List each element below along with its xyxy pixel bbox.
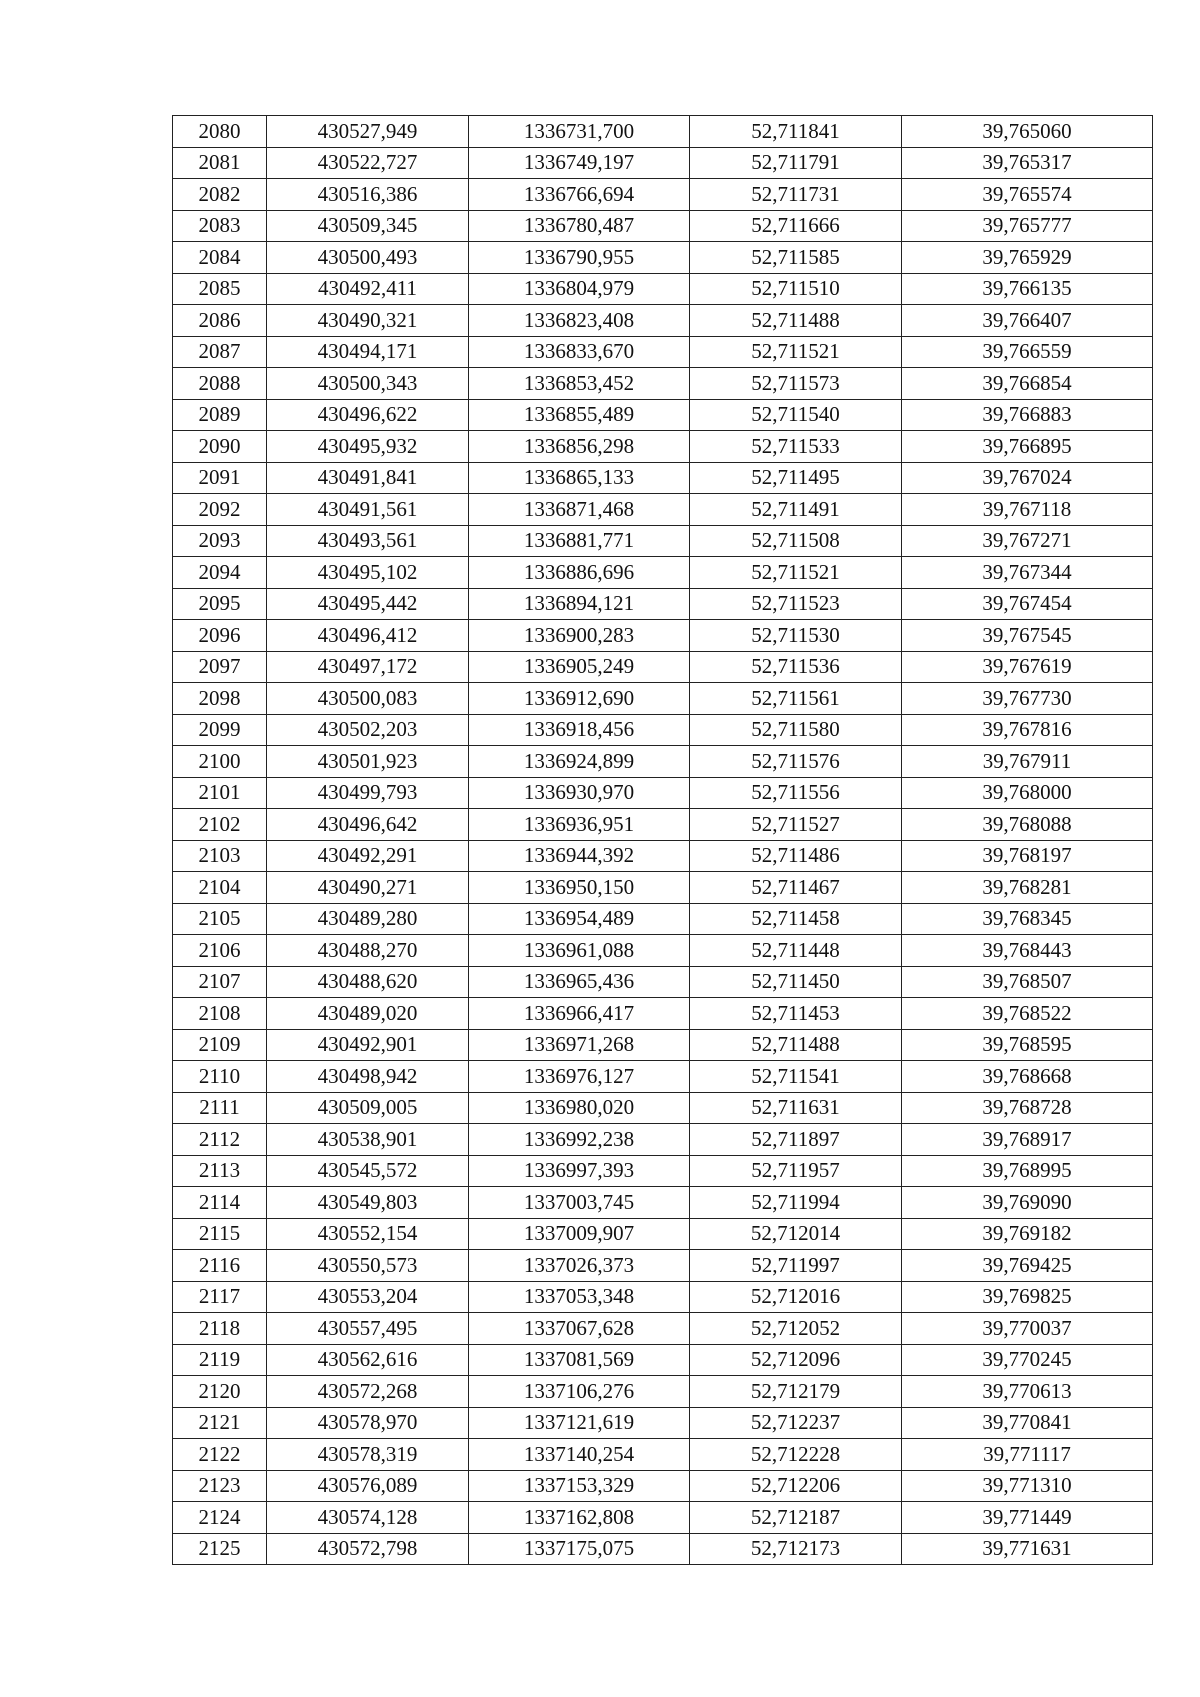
- table-row: [173, 1313, 1153, 1345]
- x-coordinate-cell: 430490,321: [267, 305, 469, 337]
- latitude-cell: 52,711486: [690, 840, 902, 872]
- point-number-cell: 2119: [173, 1344, 267, 1376]
- point-number-cell: 2096: [173, 620, 267, 652]
- latitude-cell: 52,712016: [690, 1281, 902, 1313]
- longitude-cell: 39,768728: [902, 1092, 1153, 1124]
- x-coordinate-cell: 430494,171: [267, 336, 469, 368]
- x-coordinate-cell: 430498,942: [267, 1061, 469, 1093]
- latitude-cell: 52,711448: [690, 935, 902, 967]
- longitude-cell: 39,768522: [902, 998, 1153, 1030]
- y-coordinate-cell: 1336833,670: [469, 336, 690, 368]
- latitude-cell: 52,712237: [690, 1407, 902, 1439]
- coordinates-table-body: [173, 116, 1153, 1565]
- point-number-cell: 2111: [173, 1092, 267, 1124]
- longitude-cell: 39,766854: [902, 368, 1153, 400]
- table-row: [173, 462, 1153, 494]
- latitude-cell: 52,711994: [690, 1187, 902, 1219]
- longitude-cell: 39,768345: [902, 903, 1153, 935]
- longitude-cell: 39,765060: [902, 116, 1153, 148]
- y-coordinate-cell: 1336971,268: [469, 1029, 690, 1061]
- longitude-cell: 39,771310: [902, 1470, 1153, 1502]
- x-coordinate-cell: 430500,343: [267, 368, 469, 400]
- y-coordinate-cell: 1337053,348: [469, 1281, 690, 1313]
- table-row: [173, 557, 1153, 589]
- y-coordinate-cell: 1337162,808: [469, 1502, 690, 1534]
- point-number-cell: 2099: [173, 714, 267, 746]
- x-coordinate-cell: 430557,495: [267, 1313, 469, 1345]
- x-coordinate-cell: 430492,411: [267, 273, 469, 305]
- longitude-cell: 39,770245: [902, 1344, 1153, 1376]
- latitude-cell: 52,711458: [690, 903, 902, 935]
- x-coordinate-cell: 430574,128: [267, 1502, 469, 1534]
- longitude-cell: 39,769825: [902, 1281, 1153, 1313]
- longitude-cell: 39,768595: [902, 1029, 1153, 1061]
- table-row: [173, 336, 1153, 368]
- latitude-cell: 52,711453: [690, 998, 902, 1030]
- y-coordinate-cell: 1336856,298: [469, 431, 690, 463]
- table-row: [173, 714, 1153, 746]
- point-number-cell: 2112: [173, 1124, 267, 1156]
- point-number-cell: 2080: [173, 116, 267, 148]
- y-coordinate-cell: 1336950,150: [469, 872, 690, 904]
- x-coordinate-cell: 430538,901: [267, 1124, 469, 1156]
- longitude-cell: 39,765929: [902, 242, 1153, 274]
- table-row: [173, 116, 1153, 148]
- y-coordinate-cell: 1336881,771: [469, 525, 690, 557]
- latitude-cell: 52,711997: [690, 1250, 902, 1282]
- latitude-cell: 52,712187: [690, 1502, 902, 1534]
- table-row: [173, 210, 1153, 242]
- table-row: [173, 179, 1153, 211]
- table-row: [173, 305, 1153, 337]
- x-coordinate-cell: 430509,345: [267, 210, 469, 242]
- latitude-cell: 52,711580: [690, 714, 902, 746]
- table-row: [173, 1124, 1153, 1156]
- table-row: [173, 368, 1153, 400]
- x-coordinate-cell: 430552,154: [267, 1218, 469, 1250]
- point-number-cell: 2103: [173, 840, 267, 872]
- point-number-cell: 2107: [173, 966, 267, 998]
- x-coordinate-cell: 430516,386: [267, 179, 469, 211]
- y-coordinate-cell: 1336936,951: [469, 809, 690, 841]
- point-number-cell: 2091: [173, 462, 267, 494]
- table-row: [173, 1376, 1153, 1408]
- y-coordinate-cell: 1336966,417: [469, 998, 690, 1030]
- x-coordinate-cell: 430493,561: [267, 525, 469, 557]
- point-number-cell: 2104: [173, 872, 267, 904]
- latitude-cell: 52,711523: [690, 588, 902, 620]
- x-coordinate-cell: 430496,412: [267, 620, 469, 652]
- latitude-cell: 52,712052: [690, 1313, 902, 1345]
- y-coordinate-cell: 1336954,489: [469, 903, 690, 935]
- y-coordinate-cell: 1336823,408: [469, 305, 690, 337]
- x-coordinate-cell: 430500,493: [267, 242, 469, 274]
- longitude-cell: 39,771631: [902, 1533, 1153, 1565]
- y-coordinate-cell: 1336944,392: [469, 840, 690, 872]
- y-coordinate-cell: 1337003,745: [469, 1187, 690, 1219]
- y-coordinate-cell: 1336749,197: [469, 147, 690, 179]
- longitude-cell: 39,771449: [902, 1502, 1153, 1534]
- longitude-cell: 39,765574: [902, 179, 1153, 211]
- y-coordinate-cell: 1336731,700: [469, 116, 690, 148]
- y-coordinate-cell: 1337153,329: [469, 1470, 690, 1502]
- longitude-cell: 39,766407: [902, 305, 1153, 337]
- latitude-cell: 52,711957: [690, 1155, 902, 1187]
- y-coordinate-cell: 1336912,690: [469, 683, 690, 715]
- longitude-cell: 39,771117: [902, 1439, 1153, 1471]
- longitude-cell: 39,768443: [902, 935, 1153, 967]
- x-coordinate-cell: 430496,622: [267, 399, 469, 431]
- x-coordinate-cell: 430491,841: [267, 462, 469, 494]
- latitude-cell: 52,711556: [690, 777, 902, 809]
- longitude-cell: 39,767344: [902, 557, 1153, 589]
- point-number-cell: 2120: [173, 1376, 267, 1408]
- y-coordinate-cell: 1336886,696: [469, 557, 690, 589]
- x-coordinate-cell: 430578,970: [267, 1407, 469, 1439]
- table-row: [173, 1502, 1153, 1534]
- y-coordinate-cell: 1337081,569: [469, 1344, 690, 1376]
- y-coordinate-cell: 1336980,020: [469, 1092, 690, 1124]
- table-row: [173, 1533, 1153, 1565]
- point-number-cell: 2124: [173, 1502, 267, 1534]
- x-coordinate-cell: 430496,642: [267, 809, 469, 841]
- longitude-cell: 39,767454: [902, 588, 1153, 620]
- y-coordinate-cell: 1336871,468: [469, 494, 690, 526]
- x-coordinate-cell: 430495,102: [267, 557, 469, 589]
- point-number-cell: 2085: [173, 273, 267, 305]
- y-coordinate-cell: 1337175,075: [469, 1533, 690, 1565]
- x-coordinate-cell: 430550,573: [267, 1250, 469, 1282]
- latitude-cell: 52,712228: [690, 1439, 902, 1471]
- longitude-cell: 39,768088: [902, 809, 1153, 841]
- point-number-cell: 2092: [173, 494, 267, 526]
- point-number-cell: 2106: [173, 935, 267, 967]
- x-coordinate-cell: 430488,620: [267, 966, 469, 998]
- latitude-cell: 52,711585: [690, 242, 902, 274]
- latitude-cell: 52,712179: [690, 1376, 902, 1408]
- point-number-cell: 2095: [173, 588, 267, 620]
- point-number-cell: 2125: [173, 1533, 267, 1565]
- point-number-cell: 2087: [173, 336, 267, 368]
- y-coordinate-cell: 1337121,619: [469, 1407, 690, 1439]
- longitude-cell: 39,765777: [902, 210, 1153, 242]
- x-coordinate-cell: 430572,268: [267, 1376, 469, 1408]
- x-coordinate-cell: 430490,271: [267, 872, 469, 904]
- longitude-cell: 39,767911: [902, 746, 1153, 778]
- y-coordinate-cell: 1336855,489: [469, 399, 690, 431]
- point-number-cell: 2105: [173, 903, 267, 935]
- table-row: [173, 1218, 1153, 1250]
- latitude-cell: 52,711541: [690, 1061, 902, 1093]
- longitude-cell: 39,770841: [902, 1407, 1153, 1439]
- point-number-cell: 2093: [173, 525, 267, 557]
- y-coordinate-cell: 1336865,133: [469, 462, 690, 494]
- latitude-cell: 52,712173: [690, 1533, 902, 1565]
- table-row: [173, 242, 1153, 274]
- point-number-cell: 2110: [173, 1061, 267, 1093]
- latitude-cell: 52,711540: [690, 399, 902, 431]
- x-coordinate-cell: 430492,901: [267, 1029, 469, 1061]
- longitude-cell: 39,770613: [902, 1376, 1153, 1408]
- table-row: [173, 525, 1153, 557]
- y-coordinate-cell: 1337009,907: [469, 1218, 690, 1250]
- y-coordinate-cell: 1336924,899: [469, 746, 690, 778]
- x-coordinate-cell: 430509,005: [267, 1092, 469, 1124]
- table-row: [173, 1092, 1153, 1124]
- y-coordinate-cell: 1336976,127: [469, 1061, 690, 1093]
- table-row: [173, 1029, 1153, 1061]
- latitude-cell: 52,711467: [690, 872, 902, 904]
- longitude-cell: 39,768197: [902, 840, 1153, 872]
- latitude-cell: 52,711536: [690, 651, 902, 683]
- longitude-cell: 39,766895: [902, 431, 1153, 463]
- y-coordinate-cell: 1336766,694: [469, 179, 690, 211]
- table-row: [173, 809, 1153, 841]
- point-number-cell: 2088: [173, 368, 267, 400]
- table-row: [173, 966, 1153, 998]
- longitude-cell: 39,768000: [902, 777, 1153, 809]
- y-coordinate-cell: 1336905,249: [469, 651, 690, 683]
- latitude-cell: 52,711533: [690, 431, 902, 463]
- longitude-cell: 39,768668: [902, 1061, 1153, 1093]
- y-coordinate-cell: 1336918,456: [469, 714, 690, 746]
- latitude-cell: 52,711666: [690, 210, 902, 242]
- longitude-cell: 39,768995: [902, 1155, 1153, 1187]
- point-number-cell: 2118: [173, 1313, 267, 1345]
- x-coordinate-cell: 430488,270: [267, 935, 469, 967]
- latitude-cell: 52,712096: [690, 1344, 902, 1376]
- latitude-cell: 52,711491: [690, 494, 902, 526]
- latitude-cell: 52,711488: [690, 305, 902, 337]
- latitude-cell: 52,711731: [690, 179, 902, 211]
- point-number-cell: 2116: [173, 1250, 267, 1282]
- x-coordinate-cell: 430527,949: [267, 116, 469, 148]
- longitude-cell: 39,769090: [902, 1187, 1153, 1219]
- latitude-cell: 52,711495: [690, 462, 902, 494]
- table-row: [173, 147, 1153, 179]
- x-coordinate-cell: 430495,442: [267, 588, 469, 620]
- y-coordinate-cell: 1336997,393: [469, 1155, 690, 1187]
- longitude-cell: 39,766135: [902, 273, 1153, 305]
- latitude-cell: 52,711573: [690, 368, 902, 400]
- table-row: [173, 399, 1153, 431]
- table-row: [173, 746, 1153, 778]
- x-coordinate-cell: 430522,727: [267, 147, 469, 179]
- y-coordinate-cell: 1336965,436: [469, 966, 690, 998]
- y-coordinate-cell: 1336961,088: [469, 935, 690, 967]
- x-coordinate-cell: 430501,923: [267, 746, 469, 778]
- table-row: [173, 935, 1153, 967]
- y-coordinate-cell: 1336894,121: [469, 588, 690, 620]
- table-row: [173, 1187, 1153, 1219]
- longitude-cell: 39,770037: [902, 1313, 1153, 1345]
- point-number-cell: 2084: [173, 242, 267, 274]
- point-number-cell: 2113: [173, 1155, 267, 1187]
- latitude-cell: 52,711488: [690, 1029, 902, 1061]
- x-coordinate-cell: 430489,280: [267, 903, 469, 935]
- x-coordinate-cell: 430495,932: [267, 431, 469, 463]
- table-row: [173, 1344, 1153, 1376]
- latitude-cell: 52,712206: [690, 1470, 902, 1502]
- longitude-cell: 39,767118: [902, 494, 1153, 526]
- table-row: [173, 1155, 1153, 1187]
- point-number-cell: 2086: [173, 305, 267, 337]
- table-row: [173, 1061, 1153, 1093]
- longitude-cell: 39,768917: [902, 1124, 1153, 1156]
- y-coordinate-cell: 1336900,283: [469, 620, 690, 652]
- x-coordinate-cell: 430562,616: [267, 1344, 469, 1376]
- point-number-cell: 2122: [173, 1439, 267, 1471]
- table-row: [173, 651, 1153, 683]
- point-number-cell: 2083: [173, 210, 267, 242]
- latitude-cell: 52,711791: [690, 147, 902, 179]
- table-row: [173, 1470, 1153, 1502]
- x-coordinate-cell: 430500,083: [267, 683, 469, 715]
- longitude-cell: 39,767619: [902, 651, 1153, 683]
- y-coordinate-cell: 1336780,487: [469, 210, 690, 242]
- longitude-cell: 39,767024: [902, 462, 1153, 494]
- point-number-cell: 2102: [173, 809, 267, 841]
- y-coordinate-cell: 1336790,955: [469, 242, 690, 274]
- x-coordinate-cell: 430492,291: [267, 840, 469, 872]
- point-number-cell: 2097: [173, 651, 267, 683]
- y-coordinate-cell: 1337067,628: [469, 1313, 690, 1345]
- coordinates-table: [172, 115, 1153, 1565]
- point-number-cell: 2115: [173, 1218, 267, 1250]
- longitude-cell: 39,767730: [902, 683, 1153, 715]
- longitude-cell: 39,768281: [902, 872, 1153, 904]
- point-number-cell: 2098: [173, 683, 267, 715]
- x-coordinate-cell: 430549,803: [267, 1187, 469, 1219]
- table-row: [173, 683, 1153, 715]
- y-coordinate-cell: 1337026,373: [469, 1250, 690, 1282]
- latitude-cell: 52,711527: [690, 809, 902, 841]
- table-row: [173, 840, 1153, 872]
- longitude-cell: 39,769182: [902, 1218, 1153, 1250]
- point-number-cell: 2081: [173, 147, 267, 179]
- table-row: [173, 588, 1153, 620]
- point-number-cell: 2100: [173, 746, 267, 778]
- latitude-cell: 52,711530: [690, 620, 902, 652]
- latitude-cell: 52,711521: [690, 336, 902, 368]
- x-coordinate-cell: 430553,204: [267, 1281, 469, 1313]
- point-number-cell: 2117: [173, 1281, 267, 1313]
- x-coordinate-cell: 430489,020: [267, 998, 469, 1030]
- latitude-cell: 52,711631: [690, 1092, 902, 1124]
- x-coordinate-cell: 430578,319: [267, 1439, 469, 1471]
- table-row: [173, 620, 1153, 652]
- latitude-cell: 52,712014: [690, 1218, 902, 1250]
- longitude-cell: 39,767271: [902, 525, 1153, 557]
- table-row: [173, 998, 1153, 1030]
- x-coordinate-cell: 430545,572: [267, 1155, 469, 1187]
- point-number-cell: 2089: [173, 399, 267, 431]
- longitude-cell: 39,767545: [902, 620, 1153, 652]
- table-row: [173, 494, 1153, 526]
- point-number-cell: 2094: [173, 557, 267, 589]
- latitude-cell: 52,711521: [690, 557, 902, 589]
- latitude-cell: 52,711561: [690, 683, 902, 715]
- y-coordinate-cell: 1336804,979: [469, 273, 690, 305]
- latitude-cell: 52,711510: [690, 273, 902, 305]
- point-number-cell: 2090: [173, 431, 267, 463]
- point-number-cell: 2109: [173, 1029, 267, 1061]
- longitude-cell: 39,768507: [902, 966, 1153, 998]
- latitude-cell: 52,711576: [690, 746, 902, 778]
- x-coordinate-cell: 430576,089: [267, 1470, 469, 1502]
- latitude-cell: 52,711897: [690, 1124, 902, 1156]
- point-number-cell: 2123: [173, 1470, 267, 1502]
- x-coordinate-cell: 430502,203: [267, 714, 469, 746]
- x-coordinate-cell: 430491,561: [267, 494, 469, 526]
- table-row: [173, 903, 1153, 935]
- y-coordinate-cell: 1336930,970: [469, 777, 690, 809]
- longitude-cell: 39,766559: [902, 336, 1153, 368]
- point-number-cell: 2121: [173, 1407, 267, 1439]
- table-row: [173, 777, 1153, 809]
- x-coordinate-cell: 430572,798: [267, 1533, 469, 1565]
- table-row: [173, 872, 1153, 904]
- x-coordinate-cell: 430497,172: [267, 651, 469, 683]
- point-number-cell: 2101: [173, 777, 267, 809]
- table-row: [173, 273, 1153, 305]
- table-row: [173, 1439, 1153, 1471]
- longitude-cell: 39,766883: [902, 399, 1153, 431]
- y-coordinate-cell: 1336853,452: [469, 368, 690, 400]
- y-coordinate-cell: 1337106,276: [469, 1376, 690, 1408]
- point-number-cell: 2082: [173, 179, 267, 211]
- y-coordinate-cell: 1336992,238: [469, 1124, 690, 1156]
- latitude-cell: 52,711508: [690, 525, 902, 557]
- y-coordinate-cell: 1337140,254: [469, 1439, 690, 1471]
- table-row: [173, 1281, 1153, 1313]
- longitude-cell: 39,769425: [902, 1250, 1153, 1282]
- table-row: [173, 1407, 1153, 1439]
- latitude-cell: 52,711450: [690, 966, 902, 998]
- longitude-cell: 39,765317: [902, 147, 1153, 179]
- x-coordinate-cell: 430499,793: [267, 777, 469, 809]
- latitude-cell: 52,711841: [690, 116, 902, 148]
- table-row: [173, 431, 1153, 463]
- longitude-cell: 39,767816: [902, 714, 1153, 746]
- point-number-cell: 2108: [173, 998, 267, 1030]
- point-number-cell: 2114: [173, 1187, 267, 1219]
- table-row: [173, 1250, 1153, 1282]
